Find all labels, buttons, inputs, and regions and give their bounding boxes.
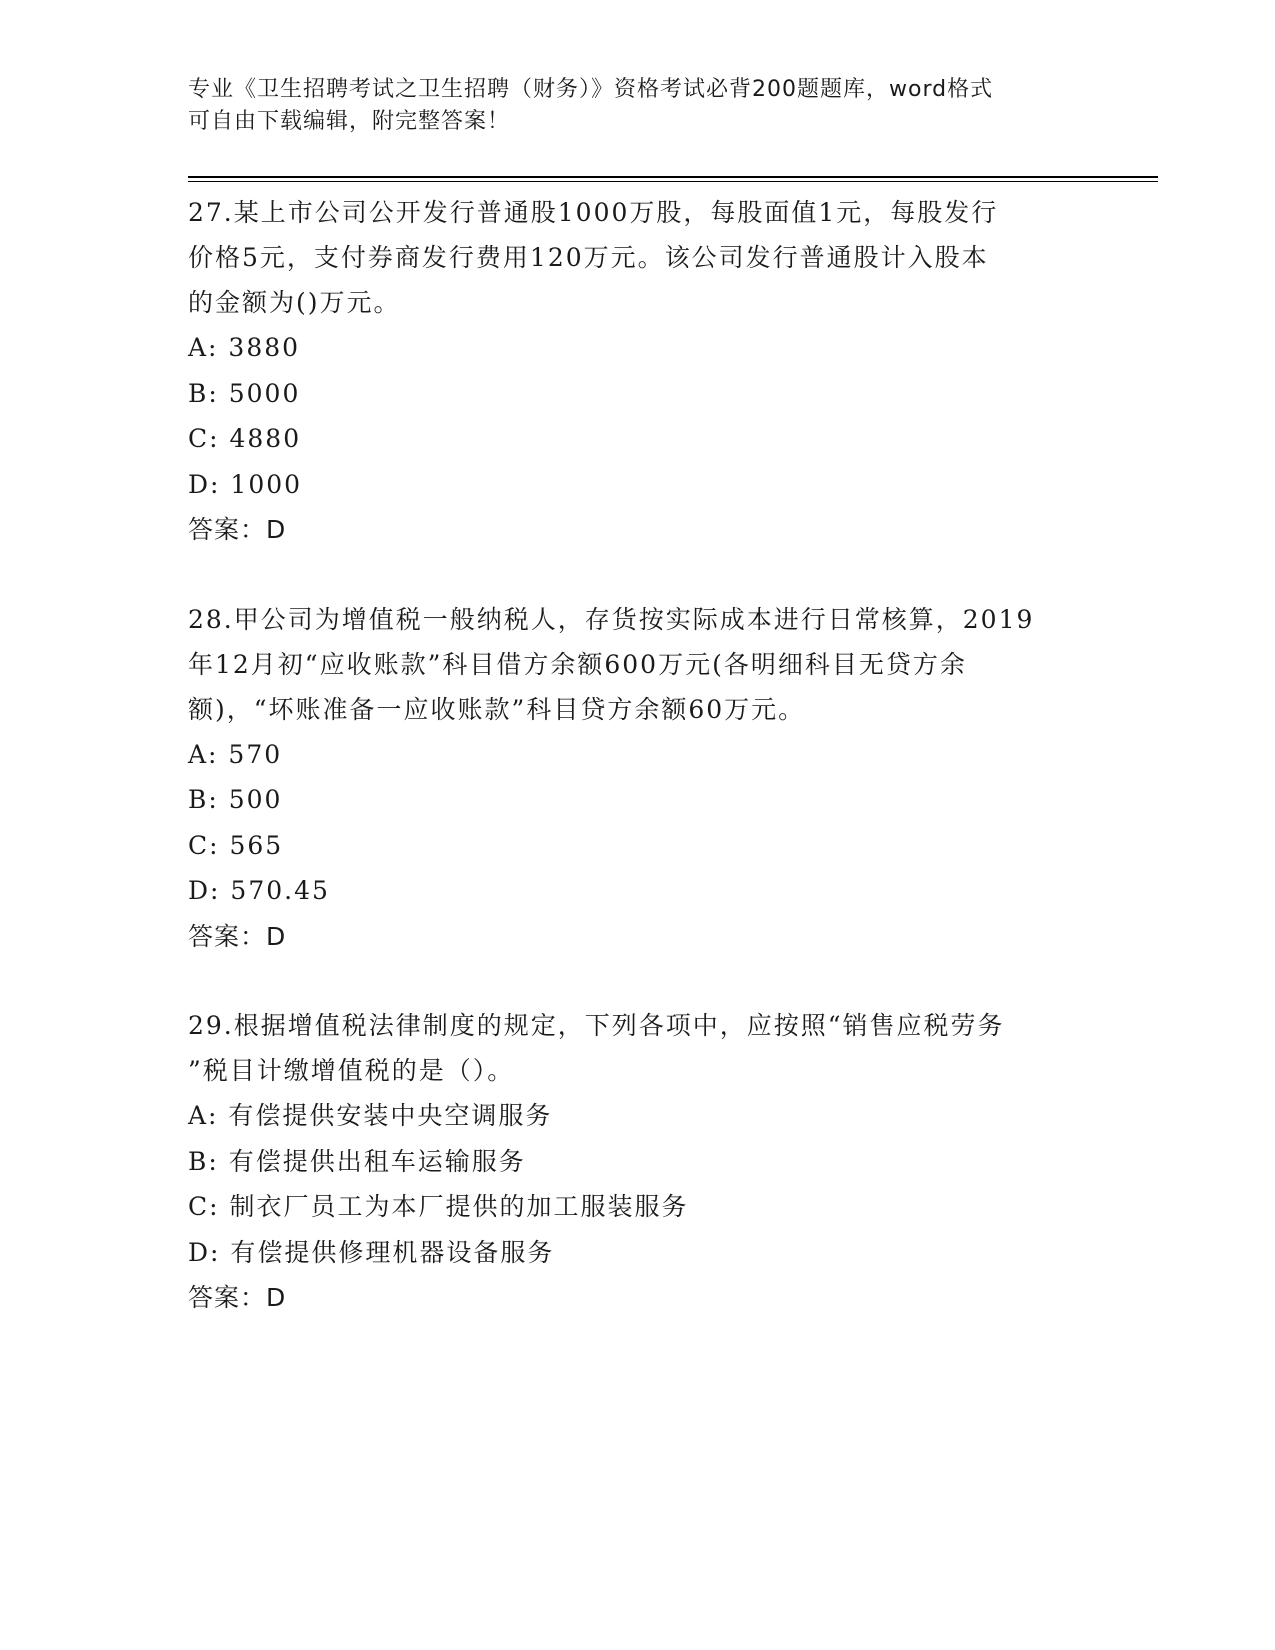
option-d: D: 1000 <box>188 469 303 499</box>
option-b: B: 5000 <box>188 378 301 408</box>
option-d: D: 570.45 <box>188 876 330 905</box>
option-d: D: 有偿提供修理机器设备服务 <box>188 1237 555 1267</box>
question-28 <box>188 597 1088 960</box>
answer-label: 答案：D <box>188 515 287 544</box>
question-stem-line: 27.某上市公司公开发行普通股1000万股，每股面值1元，每股发行 <box>188 198 999 227</box>
option-a: A: 3880 <box>188 333 301 362</box>
header-line-2: 可自由下载编辑，附完整答案！ <box>188 109 511 134</box>
option-a: A: 570 <box>188 739 283 769</box>
option-b: B: 有偿提供出租车运输服务 <box>188 1146 526 1176</box>
question-29 <box>188 1003 1088 1321</box>
question-stem-line: 29.根据增值税法律制度的规定，下列各项中，应按照“销售应税劳务 <box>188 1011 1005 1040</box>
question-stem-line: ”税目计缴增值税的是（）。 <box>188 1056 515 1085</box>
question-stem-line: 年12月初“应收账款”科目借方余额600万元(各明细科目无贷方余 <box>188 649 967 679</box>
header-divider-thin <box>188 181 1158 182</box>
question-27 <box>188 190 1088 553</box>
question-stem-line: 价格5元，支付券商发行费用120万元。该公司发行普通股计入股本 <box>188 243 989 272</box>
answer-label: 答案：D <box>188 921 287 951</box>
option-a: A: 有偿提供安装中央空调服务 <box>188 1101 553 1130</box>
page-header <box>188 74 1088 138</box>
option-c: C: 制衣厂员工为本厂提供的加工服装服务 <box>188 1192 689 1221</box>
header-divider-thick <box>188 176 1158 178</box>
question-stem-line: 额)，“坏账准备一应收账款”科目贷方余额60万元。 <box>188 694 806 724</box>
option-b: B: 500 <box>188 785 283 814</box>
option-c: C: 4880 <box>188 424 302 453</box>
option-c: C: 565 <box>188 830 284 860</box>
answer-label: 答案：D <box>188 1283 287 1312</box>
header-line-1: 专业《卫生招聘考试之卫生招聘（财务）》资格考试必背200题题库，word格式 <box>188 77 994 102</box>
question-stem-line: 的金额为()万元。 <box>188 288 401 317</box>
question-stem-line: 28.甲公司为增值税一般纳税人，存货按实际成本进行日常核算，2019 <box>188 604 1035 634</box>
question-list <box>188 190 1088 1365</box>
